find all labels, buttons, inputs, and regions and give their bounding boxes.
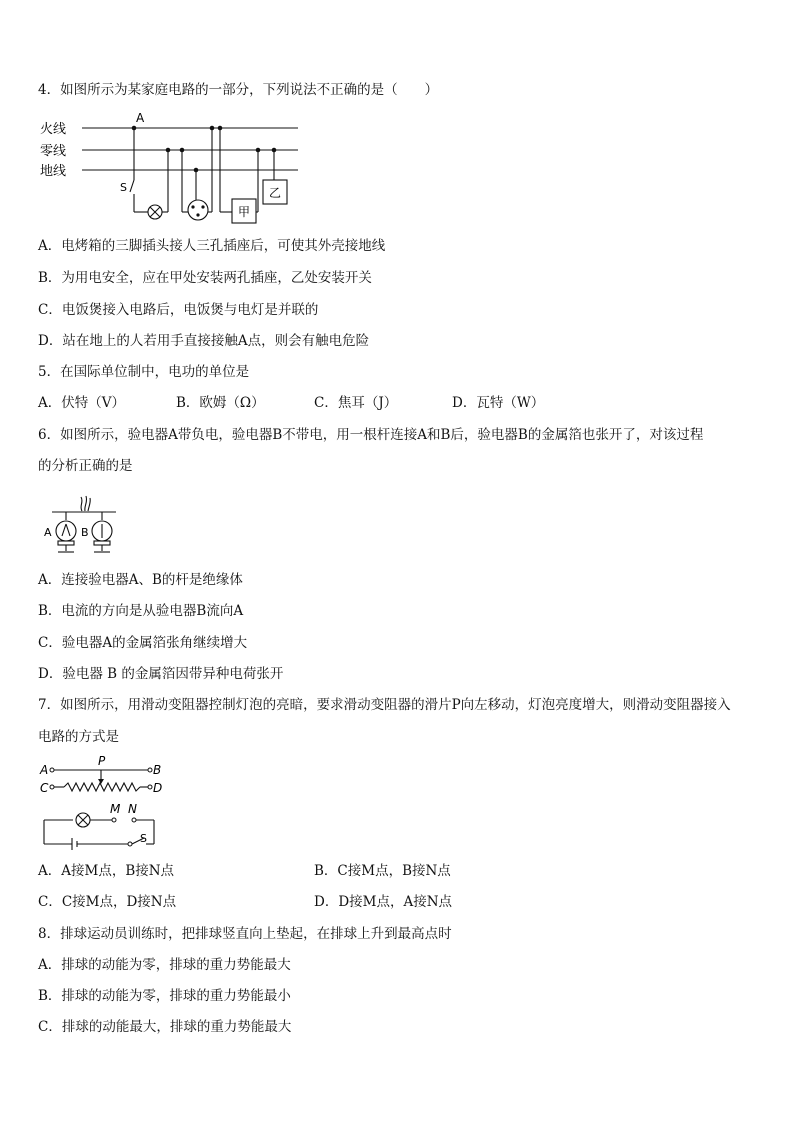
q6-label-a: A xyxy=(44,526,52,539)
q4-neutral-label: 零线 xyxy=(40,144,67,159)
q6-option-b: B．电流的方向是从验电器B流向A xyxy=(38,603,244,619)
q4-circuit-figure xyxy=(40,108,320,230)
q7-label-s: S xyxy=(140,832,147,845)
q6-option-d: D．验电器 B 的金属箔因带异种电荷张开 xyxy=(38,666,284,682)
q4-switch-s-label: S xyxy=(120,181,127,194)
q8-option-c: C．排球的动能最大，排球的重力势能最大 xyxy=(38,1019,292,1035)
q7-label-p: P xyxy=(98,754,106,768)
q4-point-a-label: A xyxy=(136,111,145,125)
q8-option-b: B．排球的动能为零，排球的重力势能最小 xyxy=(38,988,291,1004)
q7-label-b: B xyxy=(153,763,162,777)
q7-option-c: C．C接M点，D接N点 xyxy=(38,894,177,910)
q7-label-c: C xyxy=(40,781,49,795)
q5-option-c: C．焦耳（J） xyxy=(314,395,398,411)
q7-stem-line2: 电路的方式是 xyxy=(38,729,119,745)
q7-label-m: M xyxy=(110,802,121,816)
q7-label-d: D xyxy=(153,781,163,795)
q6-electroscope-figure xyxy=(44,488,126,556)
q7-stem-line1: 7．如图所示，用滑动变阻器控制灯泡的亮暗，要求滑动变阻器的滑片P向左移动，灯泡亮度增大，则滑动变阻器接入 xyxy=(38,697,731,713)
q4-box-yi-label: 乙 xyxy=(268,186,282,200)
q5-option-a: A．伏特（V） xyxy=(38,395,125,411)
q4-option-c: C．电饭煲接入电路后，电饭煲与电灯是并联的 xyxy=(38,302,319,318)
q4-option-a: A．电烤箱的三脚插头接人三孔插座后，可使其外壳接地线 xyxy=(38,238,386,254)
q7-option-b: B．C接M点，B接N点 xyxy=(314,863,451,879)
q5-stem: 5．在国际单位制中，电功的单位是 xyxy=(38,364,250,380)
q7-label-n: N xyxy=(128,802,137,816)
q8-option-a: A．排球的动能为零，排球的重力势能最大 xyxy=(38,957,291,973)
q6-label-b: B xyxy=(81,526,89,539)
q6-option-a: A．连接验电器A、B的杆是绝缘体 xyxy=(38,572,243,588)
q6-stem-line2: 的分析正确的是 xyxy=(38,458,133,474)
q5-option-b: B．欧姆（Ω） xyxy=(176,395,265,411)
q5-option-d: D．瓦特（W） xyxy=(452,395,545,411)
q4-option-b: B．为用电安全，应在甲处安装两孔插座，乙处安装开关 xyxy=(38,270,372,286)
q4-stem: 4．如图所示为某家庭电路的一部分，下列说法不正确的是（ ） xyxy=(38,82,439,98)
q4-ground-label: 地线 xyxy=(40,164,67,179)
q7-rheostat-figure xyxy=(40,754,170,850)
q7-label-a: A xyxy=(40,763,49,777)
q8-stem: 8．排球运动员训练时，把排球竖直向上垫起，在排球上升到最高点时 xyxy=(38,926,452,942)
q4-box-jia-label: 甲 xyxy=(237,205,251,219)
q6-option-c: C．验电器A的金属箔张角继续增大 xyxy=(38,635,248,651)
q4-live-label: 火线 xyxy=(40,122,67,137)
q7-option-d: D．D接M点，A接N点 xyxy=(314,894,453,910)
q4-option-d: D．站在地上的人若用手直接接触A点，则会有触电危险 xyxy=(38,333,370,349)
q6-stem-line1: 6．如图所示，验电器A带负电，验电器B不带电，用一根杆连接A和B后，验电器B的金属箔也张开了，对该过程 xyxy=(38,427,704,443)
q7-option-a: A．A接M点，B接N点 xyxy=(38,863,175,879)
